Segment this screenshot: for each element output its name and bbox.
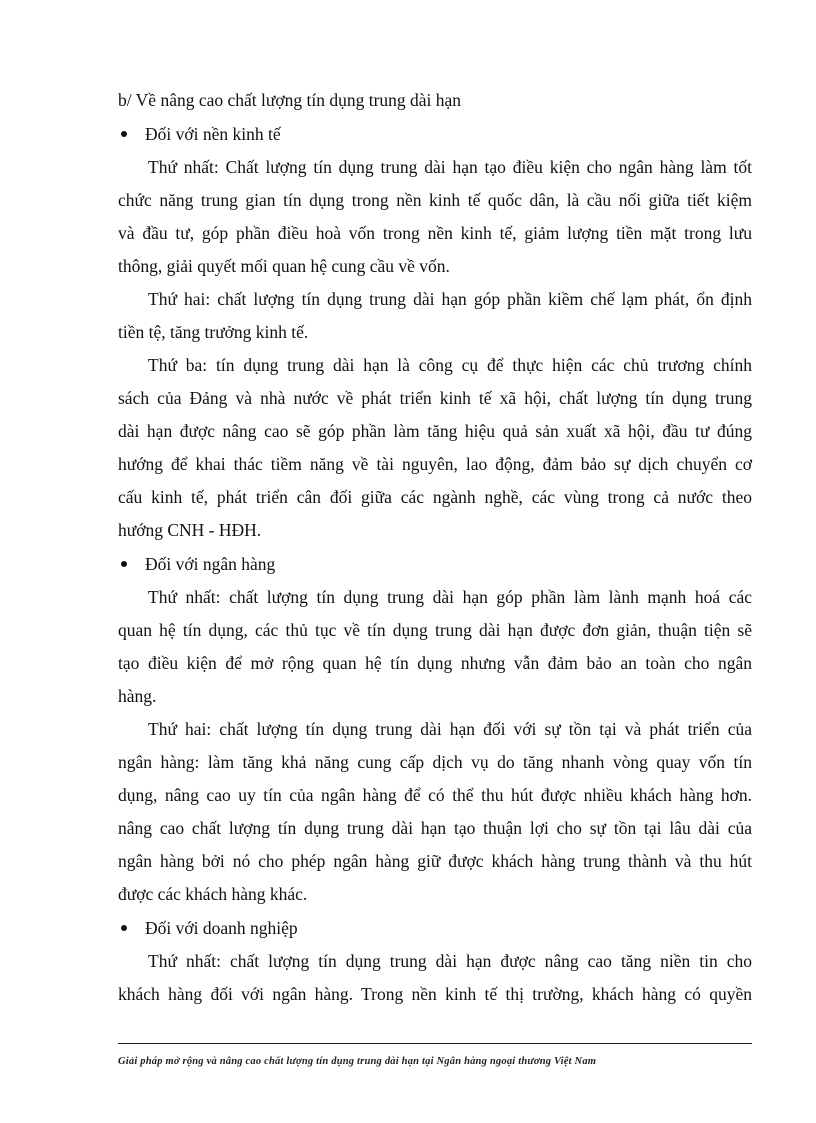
footer-divider — [118, 1043, 752, 1044]
paragraph — [118, 283, 752, 349]
bullet-icon — [121, 925, 127, 931]
text-line: Thứ nhất: chất lượng tín dụng trung dài hạn được nâng cao tăng niền tin cho — [148, 951, 752, 971]
paragraph — [118, 151, 752, 283]
page-footer: Giải pháp mở rộng và nâng cao chất lượng tín dụng trung dài hạn tại Ngân hàng ngoại thương Việt Nam — [118, 1056, 597, 1067]
section-heading: b/ Về nâng cao chất lượng tín dụng trung dài hạn — [118, 90, 462, 110]
bullet-heading-enterprise — [118, 911, 752, 945]
text-line: Thứ hai: chất lượng tín dụng trung dài hạn đối với sự tồn tại và phát triển của — [148, 719, 752, 739]
text-line: hướng CNH - HĐH. — [118, 520, 262, 540]
text-line: hướng để khai thác tiềm năng về tài nguyên, lao động, đảm bảo sự dịch chuyển cơ — [118, 454, 752, 474]
text-line: Thứ nhất: chất lượng tín dụng trung dài hạn góp phần làm lành mạnh hoá các — [148, 587, 752, 607]
text-line: tạo điều kiện để mở rộng quan hệ tín dụng nhưng vẫn đảm bảo an toàn cho ngân — [118, 653, 752, 673]
text-line: quan hệ tín dụng, các thủ tục về tín dụng trung dài hạn được đơn giản, thuận tiện sẽ — [118, 620, 752, 640]
paragraph — [118, 581, 752, 713]
text-line: chức năng trung gian tín dụng trong nền kinh tế quốc dân, là cầu nối giữa tiết kiệm — [118, 190, 752, 210]
text-line: hàng. — [118, 686, 157, 706]
text-line: khách hàng đối với ngân hàng. Trong nền kinh tế thị trường, khách hàng có quyền — [118, 984, 752, 1004]
text-line: dụng, nâng cao uy tín của ngân hàng để có thể thu hút được nhiều khách hàng hơn. — [118, 785, 752, 805]
text-line: dài hạn được nâng cao sẽ góp phần làm tăng hiệu quả sản xuất xã hội, đầu tư đúng — [118, 421, 752, 441]
text-line: sách của Đảng và nhà nước về phát triển kinh tế xã hội, chất lượng tín dụng trung — [118, 388, 752, 408]
text-line: tiền tệ, tăng trưởng kinh tế. — [118, 322, 309, 342]
text-line: và đầu tư, góp phần điều hoà vốn trong nền kinh tế, giảm lượng tiền mặt trong lưu — [118, 223, 752, 243]
document-body — [118, 84, 752, 1011]
paragraph — [118, 713, 752, 911]
bullet-label: Đối với ngân hàng — [145, 554, 276, 574]
text-line: nâng cao chất lượng tín dụng trung dài hạn tạo thuận lợi cho sự tồn tại lâu dài của — [118, 818, 752, 838]
text-line: ngân hàng: làm tăng khả năng cung cấp dịch vụ do tăng nhanh vòng quay vốn tín — [118, 752, 752, 772]
text-line: được các khách hàng khác. — [118, 884, 308, 904]
paragraph — [118, 349, 752, 547]
bullet-icon — [121, 561, 127, 567]
paragraph — [118, 945, 752, 1011]
text-line: Thứ ba: tín dụng trung dài hạn là công cụ để thực hiện các chủ trương chính — [148, 355, 752, 375]
text-line: Thứ nhất: Chất lượng tín dụng trung dài hạn tạo điều kiện cho ngân hàng làm tốt — [148, 157, 752, 177]
text-line: thông, giải quyết mối quan hệ cung cầu về vốn. — [118, 256, 450, 276]
bullet-heading-economy — [118, 117, 752, 151]
text-line: ngân hàng bởi nó cho phép ngân hàng giữ được khách hàng trung thành và thu hút — [118, 851, 752, 871]
bullet-heading-bank — [118, 547, 752, 581]
text-line: Thứ hai: chất lượng tín dụng trung dài hạn góp phần kiềm chế lạm phát, ổn định — [148, 289, 752, 309]
bullet-label: Đối với nền kinh tế — [145, 124, 281, 144]
bullet-icon — [121, 131, 127, 137]
text-line: cấu kinh tế, phát triển cân đối giữa các ngành nghề, các vùng trong cả nước theo — [118, 487, 752, 507]
bullet-label: Đối với doanh nghiệp — [145, 918, 298, 938]
